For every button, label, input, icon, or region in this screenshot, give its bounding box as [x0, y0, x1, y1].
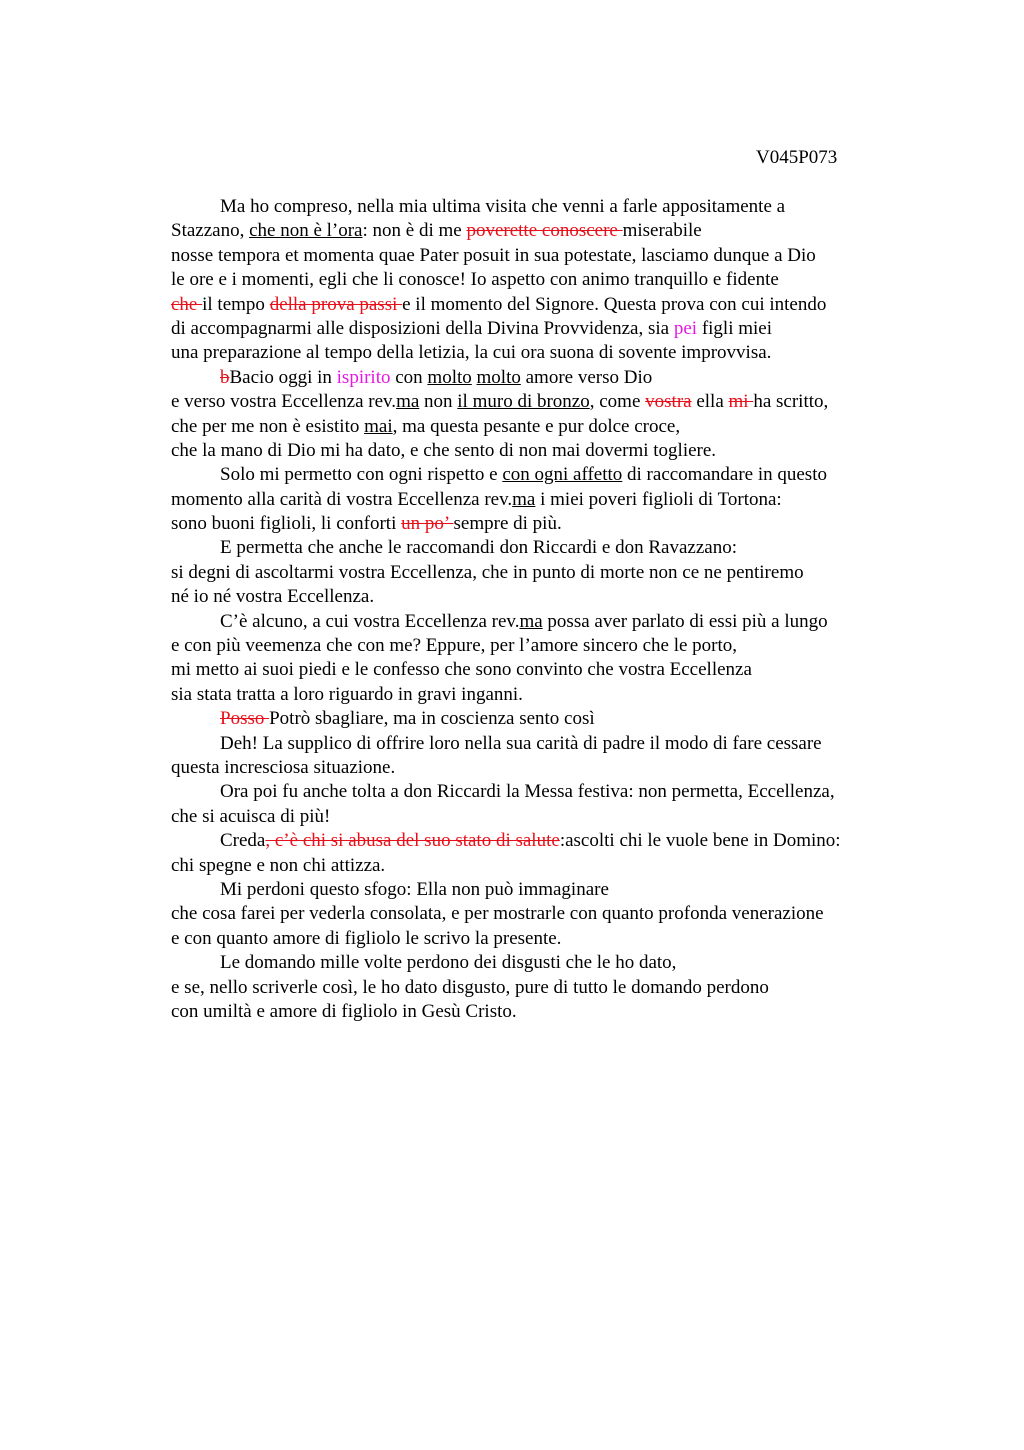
text-segment: e con quanto amore di figliolo le scrivo la presente. [171, 927, 562, 949]
text-line [171, 683, 931, 707]
text-segment: Le domando mille volte perdono dei disgusti che le ho dato, [220, 952, 677, 974]
deleted-text: poverette conoscere [466, 220, 623, 242]
text-segment: Deh! La supplico di offrire loro nella sua carità di padre il modo di fare cessare [220, 732, 822, 754]
text-segment: : non è di me [362, 220, 467, 242]
underlined-text: mai [364, 415, 393, 437]
text-segment: Mi perdoni questo sfogo: Ella non può immaginare [220, 878, 609, 900]
text-line [171, 463, 931, 487]
text-segment: Ora poi fu anche tolta a don Riccardi la Messa festiva: non permetta, Eccellenza, [220, 781, 835, 803]
text-line [171, 732, 931, 756]
text-segment: sia stata tratta a loro riguardo in gravi inganni. [171, 683, 523, 705]
text-segment: sono buoni figlioli, li conforti [171, 513, 402, 535]
text-segment: di raccomandare in questo [622, 464, 827, 486]
deleted-text: della prova passi [269, 293, 403, 315]
underlined-text: con ogni affetto [502, 464, 623, 486]
text-line [171, 244, 931, 268]
text-segment: di accompagnarmi alle disposizioni della Divina Provvidenza, sia [171, 317, 674, 339]
deleted-text: b [220, 366, 230, 388]
text-segment: il tempo [202, 293, 270, 315]
text-line [171, 756, 931, 780]
underlined-text: molto [427, 366, 472, 388]
underlined-text: ma [512, 488, 536, 510]
text-segment: sempre di più. [453, 513, 562, 535]
text-segment: ha scritto, [753, 391, 829, 413]
text-line [171, 1000, 931, 1024]
text-segment: una preparazione al tempo della letizia, la cui ora suona di sovente improvvisa. [171, 342, 772, 364]
text-line [171, 561, 931, 585]
text-line [171, 219, 931, 243]
text-line [171, 268, 931, 292]
inserted-text: pei [673, 317, 698, 339]
text-segment: che la mano di Dio mi ha dato, e che sento di non mai dovermi togliere. [171, 439, 717, 461]
text-segment: questa incresciosa situazione. [171, 756, 396, 778]
text-segment: con umiltà e amore di figliolo in Gesù Cristo. [171, 1000, 517, 1022]
text-segment: , ma questa pesante e pur dolce croce, [392, 415, 681, 437]
text-segment: Ma ho compreso, nella mia ultima visita che venni a farle appositamente a [220, 196, 786, 217]
text-segment: Potrò sbagliare, ma in coscienza sento così [269, 708, 595, 730]
text-segment: che cosa farei per vederla consolata, e per mostrarle con quanto profonda venerazione [171, 903, 824, 925]
text-segment: ella [691, 391, 729, 413]
text-segment: né io né vostra Eccellenza. [171, 586, 375, 608]
text-segment: e con più veemenza che con me? Eppure, per l’amore sincero che le porto, [171, 635, 738, 657]
deleted-text: , c’è chi si abusa del suo stato di salute [265, 830, 560, 852]
deleted-text: che [171, 293, 203, 315]
text-line [171, 634, 931, 658]
deleted-text: vostra [645, 391, 692, 413]
inserted-text: ispirito [336, 366, 391, 388]
text-segment: e se, nello scriverle così, le ho dato disgusto, pure di tutto le domando perdono [171, 976, 769, 998]
text-line [171, 707, 931, 731]
text-segment: i miei poveri figlioli di Tortona: [535, 488, 782, 510]
text-segment: momento alla carità di vostra Eccellenza rev. [171, 488, 513, 510]
text-line [171, 927, 931, 951]
text-line [171, 390, 931, 414]
text-line [171, 829, 931, 853]
text-segment: non [419, 391, 458, 413]
text-line [171, 415, 931, 439]
text-line [171, 585, 931, 609]
text-segment: e il momento del Signore. Questa prova con cui intendo [402, 293, 827, 315]
underlined-text: molto [476, 366, 521, 388]
text-segment: che si acuisca di più! [171, 805, 331, 827]
text-line [171, 780, 931, 804]
text-segment: e verso vostra Eccellenza rev. [171, 391, 397, 413]
text-segment: C’è alcuno, a cui vostra Eccellenza rev. [220, 610, 520, 632]
text-line [171, 976, 931, 1000]
deleted-text: un po’ [401, 513, 454, 535]
text-line [171, 610, 931, 634]
text-line [171, 951, 931, 975]
text-line [171, 536, 931, 560]
text-segment: chi spegne e non chi attizza. [171, 854, 386, 876]
text-segment: Creda [220, 830, 266, 852]
text-segment: si degni di ascoltarmi vostra Eccellenza, che in punto di morte non ce ne pentiremo [171, 561, 804, 583]
text-segment: Bacio oggi in [229, 366, 337, 388]
text-segment: amore verso Dio [520, 366, 653, 388]
text-segment: :ascolti chi le vuole bene in Domino: [559, 830, 841, 852]
text-line [171, 878, 931, 902]
text-segment: E permetta che anche le raccomandi don Riccardi e don Ravazzano: [220, 537, 737, 559]
page-identifier: V045P073 [756, 147, 838, 168]
deleted-text: mi [728, 391, 754, 413]
letter-body [171, 195, 931, 1024]
text-segment: Solo mi permetto con ogni rispetto e [220, 464, 503, 486]
deleted-text: Posso [220, 708, 270, 730]
text-segment: nosse tempora et momenta quae Pater posuit in sua potestate, lasciamo dunque a Dio [171, 244, 816, 266]
underlined-text: il muro di bronzo [457, 391, 590, 413]
text-segment: miserabile [622, 220, 702, 242]
text-segment: figli miei [697, 317, 772, 339]
text-line [171, 293, 931, 317]
text-line [171, 195, 931, 219]
text-segment: mi metto ai suoi piedi e le confesso che sono convinto che vostra Eccellenza [171, 659, 752, 681]
text-segment: con [390, 366, 428, 388]
underlined-text: ma [396, 391, 420, 413]
text-line [171, 658, 931, 682]
text-line [171, 439, 931, 463]
text-segment: Stazzano, [171, 220, 250, 242]
text-line [171, 341, 931, 365]
underlined-text: che non è l’ora [249, 220, 363, 242]
text-segment: che per me non è esistito [171, 415, 365, 437]
text-line [171, 512, 931, 536]
text-segment: le ore e i momenti, egli che li conosce! Io aspetto con animo tranquillo e fidente [171, 269, 779, 291]
text-line [171, 488, 931, 512]
text-segment: possa aver parlato di essi più a lungo [542, 610, 828, 632]
underlined-text: ma [519, 610, 543, 632]
text-line [171, 317, 931, 341]
text-line [171, 902, 931, 926]
text-line [171, 854, 931, 878]
text-line [171, 366, 931, 390]
text-line [171, 805, 931, 829]
text-segment: , come [589, 391, 646, 413]
